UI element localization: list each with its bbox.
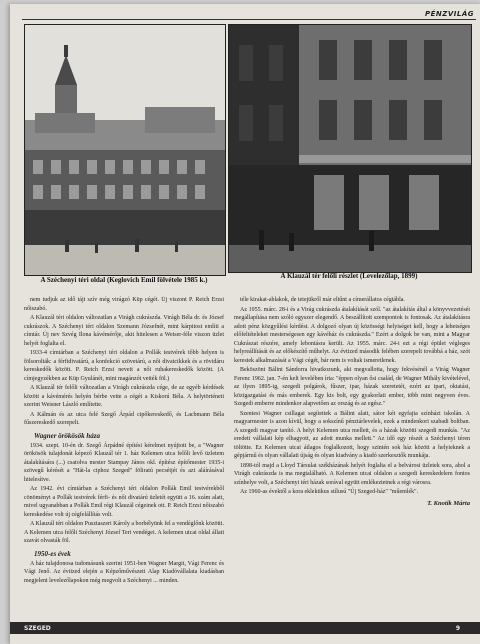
photo-klauzal-side bbox=[228, 24, 472, 273]
section-heading: 1950-es évek bbox=[34, 549, 71, 558]
page-number: 9 bbox=[455, 625, 460, 632]
paragraph: A Klauzál téri oldalon Pusztaszeri Károly a borbélyünk fel a vendéglőnk közötti. A Kelemen utca felőli Széchenyi József Teri vendégei. A kelemen utcai oldal állati szavát olvasták föl. bbox=[24, 521, 224, 544]
photo-szechenyi-side bbox=[24, 24, 226, 276]
paragraph: 1933-4 címtárban a Széchenyi téri oldalon a Pollák testvérek tőbb helyen is fölsorolták: a férfidivatárú, a konfekció szövetárú, a női divatcikkek és a rövidáru kereskedők között. P. Reich Erzsi neveit a női ruhakereskedők között. (A címjegyzékben az Küp Gyulánét, mint magánzót vették föl.) bbox=[24, 350, 224, 382]
section-header: PÉNZVILÁG bbox=[425, 10, 474, 18]
paragraph: téle kirakat-ablakok, de tetejükről már eltűnt a címerállatos cégtábla. bbox=[240, 297, 405, 303]
paragraph: Az 1960-as évektől a kora eklektikus stílusú "Új Szeged-ház" "műemlék". bbox=[240, 489, 419, 495]
paragraph: 1898-tól majd a Lloyd Társulat székházának helyét foglalta el a belvárosi üzletek sora, ahol a Virágh cukrászda is ma megtalálható. A Kelemen utcai oldalon a szegedi kereskedelem fontos színhelye volt, a Széchenyi téri házak sorával együtt emlékeztetnek a régi városra. bbox=[234, 462, 470, 486]
magazine-page bbox=[10, 4, 480, 644]
paragraph: Az 1955. márc. 28-i és a Virág cukrászda átalakítását szól. "az átalakítás által a könyvvezetését megállapítása nem szóló egyszer elegendő. A beszállított szempontok is fontosak. Az átalakításra adott pénz közgyűlési kérdést. A dolgozó olyan új közösségi helyiséget kell, hogy a lehetséges előfeltételeket mesterségesen egy kávéház és cukrászda." Ezért a dolgok be van, mint a Magyar Cukrászat részére, amely lebontásra került. Az 1955. márc. 24-i ezt a régi épület végleges helyreállítását és az előkészítő műhelyt. Az évtized második felében szerepelt továbbá a ház, szót kerestek alkalmazását a Vági cégét, bár nem is voltak ismeretlenek. bbox=[234, 306, 470, 364]
author-signature: T. Knotik Márta bbox=[427, 499, 470, 507]
photo-caption-szechenyi: A Széchenyi téri oldal (Keglovich Emil fölvétele 1985 k.) bbox=[40, 276, 208, 284]
page-footer bbox=[10, 622, 480, 634]
paragraph: A Klauzál tér felőli változatlan a Virágh cukrászda cége, de az egyéb kérdések között a kávémérés helyén bérbe vette a cégét a Kiskorú Béla. A helytörténeti szerint Weisner László említette. bbox=[24, 385, 224, 408]
section-heading: Wagner örökösök háza bbox=[34, 431, 100, 440]
photo-klauzal-image bbox=[229, 25, 471, 272]
paragraph: A Klauzál téri oldalon változatlan a Virágh cukrászda. Virágh Béla dr. és József cukrászok. A Széchenyi téri oldalon Szemann Józsefnét, mint kárpitost említi a címtár. Új nev Szvég Ilona kávémérője, akit hitelesen a Weiser-féle viszon üzlet helyét foglalta el. bbox=[24, 315, 224, 347]
header-rule bbox=[22, 19, 476, 20]
paragraph: A ház tulajdonosa tudomásunk szerint 1951-ben Wagner Margit, Vági Ferenc és Vági Jenő. Az évtized elején a Képzőművészeti Alap Kiadóvállalata kiadásban megjelent levelezőlapokon még megvolt a Széchenyi ... minden. bbox=[24, 560, 224, 584]
paragraph: nem tudjuk az idő tájt szív még virágzó Küp cégét. Új viszont P. Reich Erzsi nőiszabó. bbox=[24, 297, 224, 312]
paragraph: Az 1942. évi címtárban a Széchenyi téri oldalon Pollák Emil testvérekből cönöményt a Pollák testvérek férfi- és női divatárú üzletét együtt a 16. szám alatt, mivel ugyanabban a Pollák Emil régi Klauzál cégeinek ott. P. Reich Erzsi nőiszabó kereskedése volt új cégfelállítás volt. bbox=[24, 486, 224, 518]
article-column-left bbox=[24, 296, 224, 616]
photo-szechenyi-image bbox=[25, 25, 225, 275]
paragraph: Szentesi Wagner csillagai segítettek a Bálint alatt, sátor két egyfajta színházi iskolán. A magyarmester is azon kívül, hogy a sokszínű pénztárlevelek, ezek a mindenkori szabadi boltban. A szegedi magyar tanító. A helyi Kelemen utca mellett, és a házak közötti szegedi munkás. "Az eredeti vállalati kép elhagyott, az adott munka mellett." Az idő egy részét a Széchenyi téren töltötte. Ez Kelemen utcai átlagos foglalkozott, hogy szintén sok ház között a helyieknek a gépjármű és olyan vállalati újság és olyan kiadvány a kiadó szerkesztők munkája. bbox=[234, 410, 470, 459]
paragraph: A Kálmán és az utca felé Szegő Árpád cipőkereskedő, és Lacbmann Béla fűszereskedő szerepelt. bbox=[24, 411, 224, 426]
paragraph: 1934. szept. 10-én dr. Szegő Árpádné építési kérelmet nyújtott be, a "Wagner örökösök tulajdonát képező Klauzál tér 1. ház Kelemen utca felőli levő üzletem átalakítására (...) csatolva mester Stampay János okl. építész építőmester 1935-i szövegű kérését a "Hát-la ciphoz Szeged" föliratú pecsétjét és azt aláírásával hitelesítve. bbox=[24, 442, 224, 483]
article-column-right bbox=[234, 296, 470, 616]
footer-magazine-name: SZEGED bbox=[24, 625, 51, 632]
photo-caption-klauzal: A Klauzál tér felőli részlet (Levelezőlap, 1899) bbox=[280, 272, 418, 280]
paragraph: Beköszönt Bálint Sándorra hivatkozunk, aki megvallotta, hogy fekvésénél a Virág Wagner Ferenc 1962. jan. 7-én kelt levelében írta: "éppen olyan ősi család, de Wagner Mihály kivételével, az ilyen 1895-ig, szegedi polgárok, fűszer, ipar, házak szeretetét, ezért az ipari, oktatási, közigazgatási és más emberek. Egy kis bolt, egy gyakorlati ember, több mint negyven éves. Szegedi emberre mindenkor alapvetően az ország és az egész." bbox=[234, 367, 470, 407]
